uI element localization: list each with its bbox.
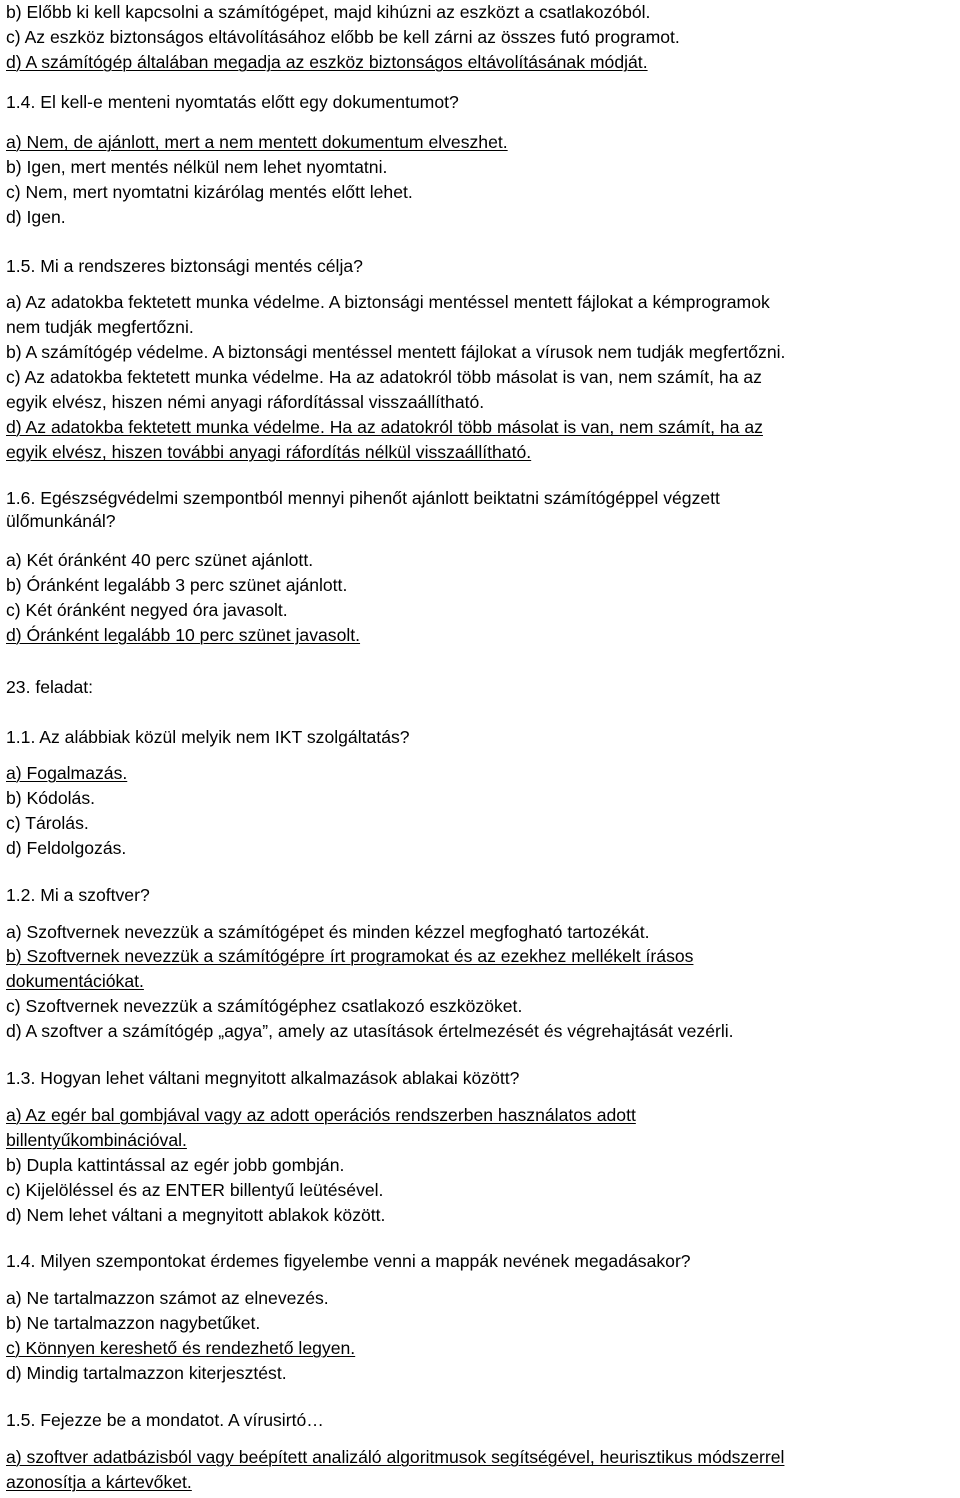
- text-line: c) Szoftvernek nevezzük a számítógéphez csatlakozó eszközöket.: [6, 996, 523, 1016]
- text-line: egyik elvész, hiszen némi anyagi ráfordítással visszaállítható.: [6, 392, 485, 412]
- text-line: a) Fogalmazás.: [6, 763, 128, 783]
- text-line: d) Nem lehet váltani a megnyitott ablakok között.: [6, 1205, 386, 1225]
- text-line: nem tudják megfertőzni.: [6, 317, 194, 337]
- text-line: b) Dupla kattintással az egér jobb gombján.: [6, 1155, 345, 1175]
- text-line: a) szoftver adatbázisból vagy beépített analizáló algoritmusok segítségével, heurisztikus módszerrel: [6, 1447, 785, 1467]
- text-line: d) Mindig tartalmazzon kiterjesztést.: [6, 1363, 287, 1383]
- text-line: d) A szoftver a számítógép „agya”, amely az utasítások értelmezését és végrehajtását vezérli.: [6, 1021, 734, 1041]
- text-line: dokumentációkat.: [6, 971, 144, 991]
- text-line: d) Az adatokba fektetett munka védelme. Ha az adatokról több másolat is van, nem számít, ha az: [6, 417, 763, 437]
- text-line: c) Tárolás.: [6, 813, 89, 833]
- document-page: [6, 0, 956, 1498]
- text-line: 1.5. Mi a rendszeres biztonsági mentés célja?: [6, 256, 363, 276]
- text-line: b) Előbb ki kell kapcsolni a számítógépet, majd kihúzni az eszközt a csatlakozóból.: [6, 2, 651, 22]
- text-line: c) Két óránként negyed óra javasolt.: [6, 600, 288, 620]
- text-line: a) Az egér bal gombjával vagy az adott operációs rendszerben használatos adott: [6, 1105, 636, 1125]
- text-line: egyik elvész, hiszen további anyagi ráfordítás nélkül visszaállítható.: [6, 442, 532, 462]
- text-line: 1.4. Milyen szempontokat érdemes figyelembe venni a mappák nevének megadásakor?: [6, 1251, 691, 1271]
- text-line: billentyűkombinációval.: [6, 1130, 187, 1150]
- text-line: b) Szoftvernek nevezzük a számítógépre írt programokat és az ezekhez mellékelt írásos: [6, 946, 694, 966]
- text-line: 1.2. Mi a szoftver?: [6, 885, 150, 905]
- text-line: ülőmunkánál?: [6, 511, 116, 531]
- text-line: 1.6. Egészségvédelmi szempontból mennyi pihenőt ajánlott beiktatni számítógéppel végzett: [6, 488, 720, 508]
- text-line: a) Nem, de ajánlott, mert a nem mentett dokumentum elveszhet.: [6, 132, 508, 152]
- text-line: d) A számítógép általában megadja az eszköz biztonságos eltávolításának módját.: [6, 52, 648, 72]
- text-line: c) Nem, mert nyomtatni kizárólag mentés előtt lehet.: [6, 182, 413, 202]
- text-line: 23. feladat:: [6, 677, 94, 697]
- text-line: d) Feldolgozás.: [6, 838, 127, 858]
- text-line: c) Az eszköz biztonságos eltávolításához előbb be kell zárni az összes futó programot.: [6, 27, 680, 47]
- text-line: b) Kódolás.: [6, 788, 95, 808]
- text-line: 1.5. Fejezze be a mondatot. A vírusirtó…: [6, 1410, 324, 1430]
- text-line: b) Ne tartalmazzon nagybetűket.: [6, 1313, 261, 1333]
- text-line: b) A számítógép védelme. A biztonsági mentéssel mentett fájlokat a vírusok nem tudják megfertőzni.: [6, 342, 786, 362]
- text-line: 1.1. Az alábbiak közül melyik nem IKT szolgáltatás?: [6, 727, 410, 747]
- text-line: azonosítja a kártevőket.: [6, 1472, 192, 1492]
- text-line: a) Két óránként 40 perc szünet ajánlott.: [6, 550, 314, 570]
- text-line: c) Kijelöléssel és az ENTER billentyű leütésével.: [6, 1180, 384, 1200]
- text-line: d) Óránként legalább 10 perc szünet javasolt.: [6, 625, 361, 645]
- text-line: a) Ne tartalmazzon számot az elnevezés.: [6, 1288, 329, 1308]
- text-line: b) Óránként legalább 3 perc szünet ajánlott.: [6, 575, 348, 595]
- text-line: c) Könnyen kereshető és rendezhető legyen.: [6, 1338, 356, 1358]
- text-line: 1.4. El kell-e menteni nyomtatás előtt egy dokumentumot?: [6, 92, 459, 112]
- text-line: 1.3. Hogyan lehet váltani megnyitott alkalmazások ablakai között?: [6, 1068, 520, 1088]
- text-line: b) Igen, mert mentés nélkül nem lehet nyomtatni.: [6, 157, 388, 177]
- text-line: a) Szoftvernek nevezzük a számítógépet és minden kézzel megfogható tartozékát.: [6, 922, 650, 942]
- text-line: c) Az adatokba fektetett munka védelme. Ha az adatokról több másolat is van, nem számít, ha az: [6, 367, 762, 387]
- text-line: a) Az adatokba fektetett munka védelme. A biztonsági mentéssel mentett fájlokat a kémprogramok: [6, 292, 770, 312]
- text-line: d) Igen.: [6, 207, 66, 227]
